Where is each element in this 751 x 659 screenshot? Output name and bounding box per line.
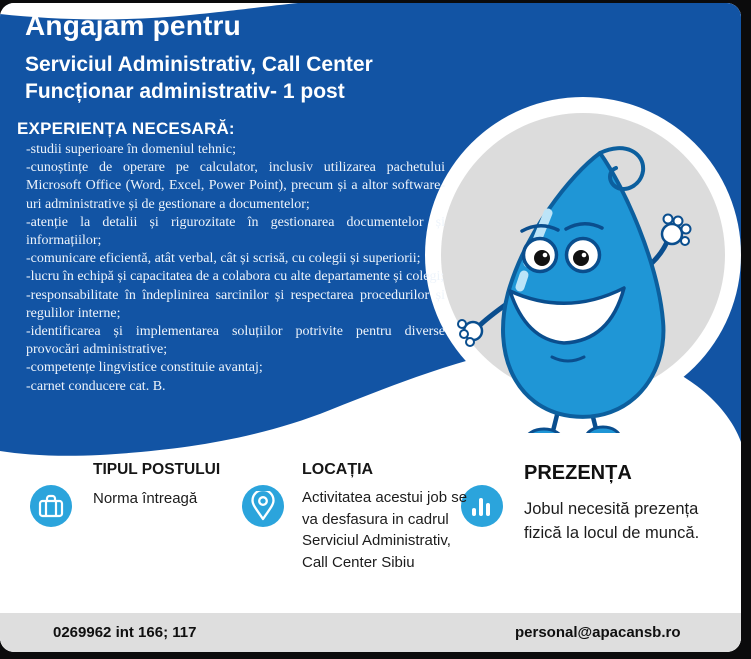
list-item: -atenție la detalii și rigurozitate în gestionarea documentelor și informațiilor; <box>26 214 445 249</box>
position-line: Funcționar administrativ- 1 post <box>25 80 345 103</box>
flyer-subtitle <box>25 51 445 105</box>
department-line: Serviciul Administrativ, Call Center <box>25 53 373 76</box>
presence-title: PREZENȚA <box>524 462 632 484</box>
experience-heading: EXPERIENȚA NECESARĂ: <box>17 119 235 138</box>
mascot-left-boot <box>526 429 562 433</box>
list-item: -lucru în echipă și capacitatea de a colabora cu alte departamente și colegi; <box>26 269 445 285</box>
mascot-body <box>503 153 663 417</box>
email-address: personal@apacansb.ro <box>515 624 681 641</box>
briefcase-icon <box>36 491 66 521</box>
job-type-title: TIPUL POSTULUI <box>93 461 221 478</box>
list-item: -responsabilitate în îndeplinirea sarcinilor și respectarea procedurilor și regulilor interne; <box>26 287 445 321</box>
list-item: -comunicare eficientă, atât verbal, cât și scrisă, cu colegii și superiorii; <box>26 251 421 267</box>
water-drop-mascot <box>440 103 740 433</box>
presence-text: Jobul necesită prezența fizică la locul de muncă. <box>524 500 700 542</box>
mascot-left-glove <box>458 320 482 346</box>
list-item: -studii superioare în domeniul tehnic; <box>26 142 236 157</box>
mascot-right-glove <box>662 215 691 246</box>
list-item: -cunoștințe de operare pe calculator, inclusiv utilizarea pachetului Microsoft Office (Word, Excel, Power Point), precum și a altor software-uri administrative și de gestionare a documentelor; <box>26 160 445 212</box>
flyer-title: Angajăm pentru <box>25 10 241 41</box>
list-item: -carnet conducere cat. B. <box>26 378 166 394</box>
job-type-icon-badge <box>30 485 72 527</box>
location-icon-badge <box>242 485 284 527</box>
list-item: -identificarea și implementarea soluțiilor potrivite pentru diverse provocări administrative; <box>26 324 445 358</box>
location-text: Activitatea acestui job se va desfasura in cadrul Serviciul Administrativ, Call Center Sibiu <box>302 489 468 571</box>
mascot-right-boot <box>586 427 620 433</box>
job-type-text: Norma întreagă <box>93 490 198 507</box>
phone-number: 0269962 int 166; 117 <box>53 624 197 641</box>
location-pin-icon <box>248 491 278 521</box>
experience-list <box>26 141 445 396</box>
location-title: LOCAȚIA <box>302 461 374 478</box>
list-item: -competențe lingvistice constituie avantaj; <box>26 360 263 376</box>
